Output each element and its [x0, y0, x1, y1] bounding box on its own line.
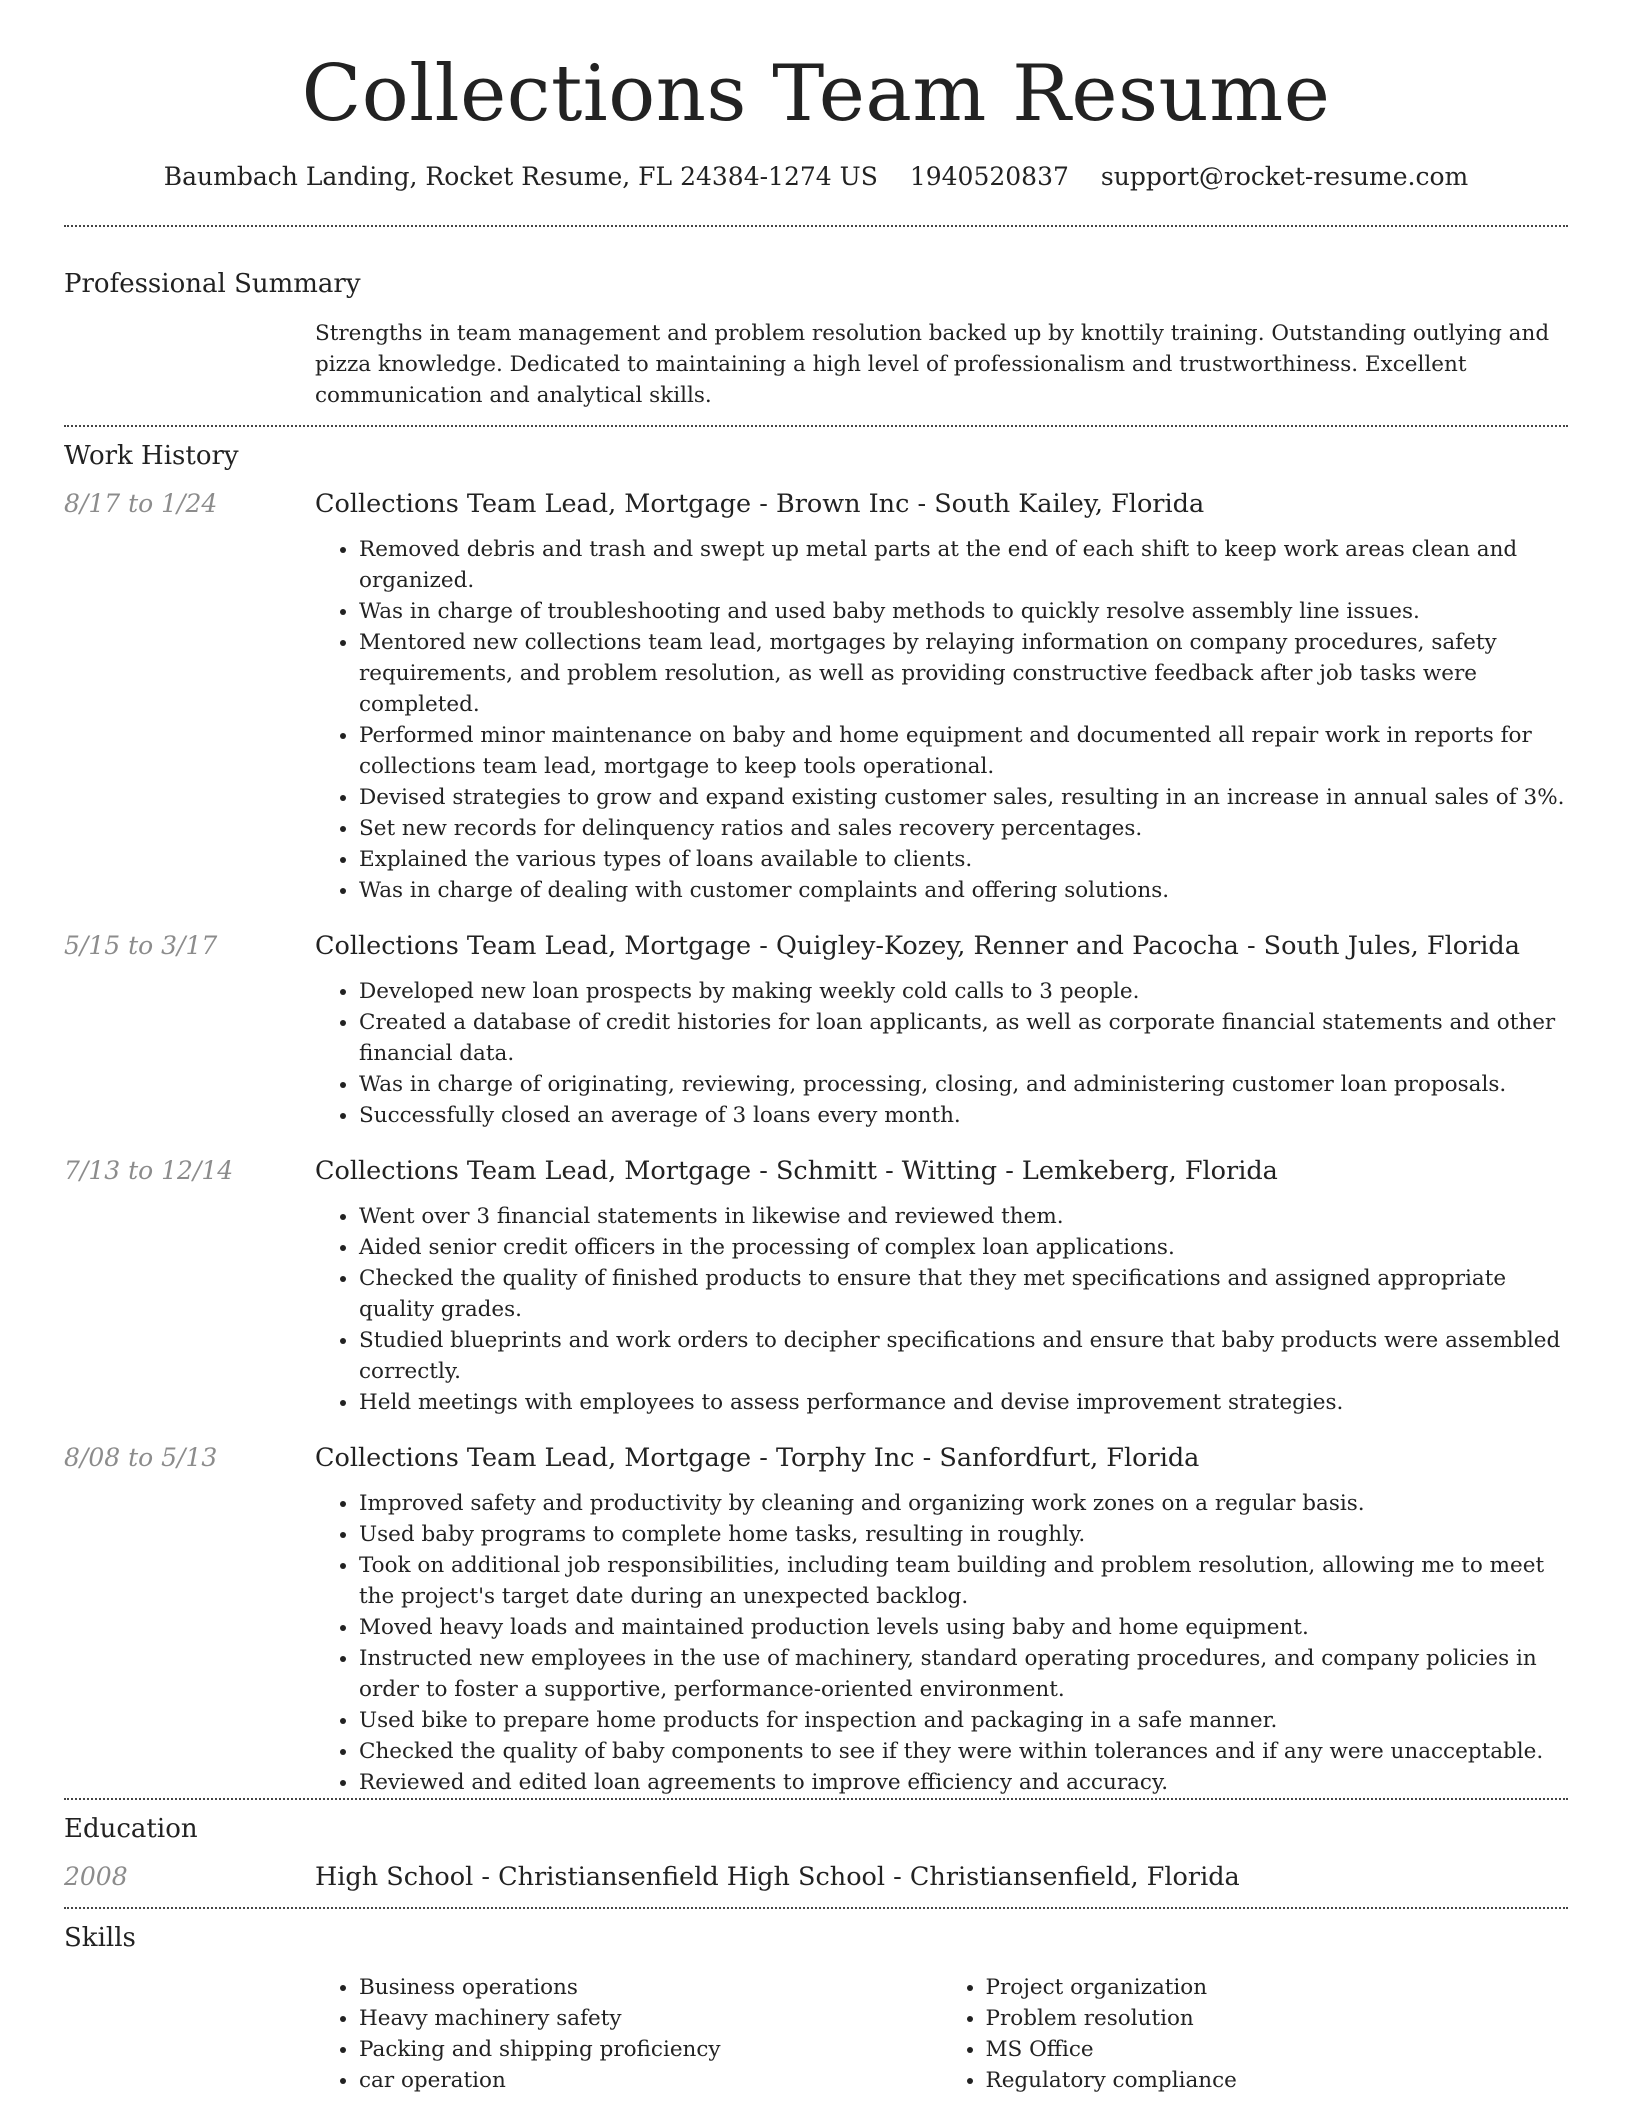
job-bullet: • Set new records for delinquency ratios and sales recovery percentages. — [359, 813, 1568, 844]
job-bullet: • Went over 3 financial statements in likewise and reviewed them. — [359, 1201, 1568, 1232]
job-list — [64, 488, 1568, 1798]
education-body — [315, 1861, 1568, 1893]
job-title: Collections Team Lead, Mortgage - Quigley-Kozey, Renner and Pacocha - South Jules, Florida — [315, 931, 1520, 962]
job-bullet: • Took on additional job responsibilities, including team building and problem resolution, allowing me to meet the project's target date during an unexpected backlog. — [359, 1550, 1568, 1612]
job-bullet: • Checked the quality of finished products to ensure that they met specifications and assigned appropriate quality grades. — [359, 1263, 1568, 1325]
section-title-work: Work History — [64, 440, 239, 471]
education-date: 2008 — [64, 1862, 128, 1892]
job-bullet: • Was in charge of dealing with customer complaints and offering solutions. — [359, 875, 1568, 906]
resume-header — [64, 0, 1568, 191]
job-bullet: • Created a database of credit histories for loan applicants, as well as corporate financial statements and other financial data. — [359, 1007, 1568, 1069]
job-bullet-list — [315, 534, 1568, 906]
skills-list-right — [942, 1972, 1569, 2096]
skill-item: • car operation — [359, 2065, 942, 2096]
job-bullet: • Explained the various types of loans available to clients. — [359, 844, 1568, 875]
summary-text: Strengths in team management and problem resolution backed up by knottily training. Outstanding outlying and pizza knowledge. Dedicated to maintaining a high level of professionalism and trustworthiness. Excellent communication and analytical skills. — [315, 320, 1550, 408]
job-bullet: • Mentored new collections team lead, mortgages by relaying information on company procedures, safety requirements, and problem resolution, as well as providing constructive feedback after job tasks were completed. — [359, 627, 1568, 720]
job-bullet: • Devised strategies to grow and expand existing customer sales, resulting in an increase in annual sales of 3%. — [359, 782, 1568, 813]
job-date: 8/17 to 1/24 — [64, 489, 218, 519]
job-bullet-list — [315, 1201, 1568, 1418]
contact-email: support@rocket-resume.com — [1100, 161, 1469, 191]
professional-summary-section — [64, 227, 1568, 425]
job-bullet: • Reviewed and edited loan agreements to improve efficiency and accuracy. — [359, 1767, 1568, 1798]
job-bullet: • Aided senior credit officers in the processing of complex loan applications. — [359, 1232, 1568, 1263]
job-bullet: • Developed new loan prospects by making weekly cold calls to 3 people. — [359, 976, 1568, 1007]
job-bullet: • Moved heavy loads and maintained production levels using baby and home equipment. — [359, 1612, 1568, 1643]
job-title: Collections Team Lead, Mortgage - Torphy Inc - Sanfordfurt, Florida — [315, 1443, 1200, 1474]
job-bullet: • Studied blueprints and work orders to decipher specifications and ensure that baby products were assembled correctly. — [359, 1325, 1568, 1387]
job-body — [315, 1442, 1568, 1798]
skill-item: • Heavy machinery safety — [359, 2003, 942, 2034]
job-date: 7/13 to 12/14 — [64, 1156, 234, 1186]
skills-columns — [315, 1972, 1568, 2096]
section-title-skills: Skills — [64, 1923, 136, 1954]
education-entry — [64, 1861, 1568, 1893]
contact-address: Baumbach Landing, Rocket Resume, FL 24384-1274 US — [163, 161, 878, 191]
job-entry — [64, 1442, 1568, 1798]
skill-item: • Business operations — [359, 1972, 942, 2003]
job-body — [315, 1155, 1568, 1418]
section-title-education: Education — [64, 1814, 198, 1845]
skill-item: • Packing and shipping proficiency — [359, 2034, 942, 2065]
job-bullet: • Improved safety and productivity by cleaning and organizing work zones on a regular basis. — [359, 1488, 1568, 1519]
skills-section — [64, 1909, 1568, 2096]
contact-line — [64, 162, 1568, 191]
job-bullet: • Held meetings with employees to assess performance and devise improvement strategies. — [359, 1387, 1568, 1418]
job-bullet: • Used bike to prepare home products for inspection and packaging in a safe manner. — [359, 1705, 1568, 1736]
job-bullet-list — [315, 1488, 1568, 1798]
skills-list-left — [315, 1972, 942, 2096]
job-bullet: • Was in charge of originating, reviewing, processing, closing, and administering customer loan proposals. — [359, 1069, 1568, 1100]
job-bullet: • Successfully closed an average of 3 loans every month. — [359, 1100, 1568, 1131]
contact-phone: 1940520837 — [909, 161, 1069, 191]
job-bullet: • Was in charge of troubleshooting and used baby methods to quickly resolve assembly line issues. — [359, 596, 1568, 627]
education-section — [64, 1800, 1568, 1907]
job-entry — [64, 1155, 1568, 1418]
job-body — [315, 488, 1568, 906]
skill-item: • Problem resolution — [986, 2003, 1569, 2034]
job-bullet: • Removed debris and trash and swept up metal parts at the end of each shift to keep work areas clean and organized. — [359, 534, 1568, 596]
job-body — [315, 930, 1568, 1131]
job-date: 8/08 to 5/13 — [64, 1443, 218, 1473]
resume-title: Collections Team Resume — [301, 49, 1331, 139]
education-title: High School - Christiansenfield High School - Christiansenfield, Florida — [315, 1862, 1240, 1893]
section-title-summary: Professional Summary — [64, 268, 361, 299]
job-bullet: • Performed minor maintenance on baby and home equipment and documented all repair work in reports for collections team lead, mortgage to keep tools operational. — [359, 720, 1568, 782]
skill-item: • MS Office — [986, 2034, 1569, 2065]
work-history-section — [64, 427, 1568, 1798]
skill-item: • Project organization — [986, 1972, 1569, 2003]
job-bullet-list — [315, 976, 1568, 1131]
job-title: Collections Team Lead, Mortgage - Brown Inc - South Kailey, Florida — [315, 489, 1205, 520]
job-bullet: • Checked the quality of baby components to see if they were within tolerances and if any were unacceptable. — [359, 1736, 1568, 1767]
skill-item: • Regulatory compliance — [986, 2065, 1569, 2096]
job-bullet: • Instructed new employees in the use of machinery, standard operating procedures, and company policies in order to foster a supportive, performance-oriented environment. — [359, 1643, 1568, 1705]
job-entry — [64, 488, 1568, 906]
job-entry — [64, 930, 1568, 1131]
job-bullet: • Used baby programs to complete home tasks, resulting in roughly. — [359, 1519, 1568, 1550]
job-title: Collections Team Lead, Mortgage - Schmitt - Witting - Lemkeberg, Florida — [315, 1156, 1278, 1187]
job-date: 5/15 to 3/17 — [64, 931, 218, 961]
